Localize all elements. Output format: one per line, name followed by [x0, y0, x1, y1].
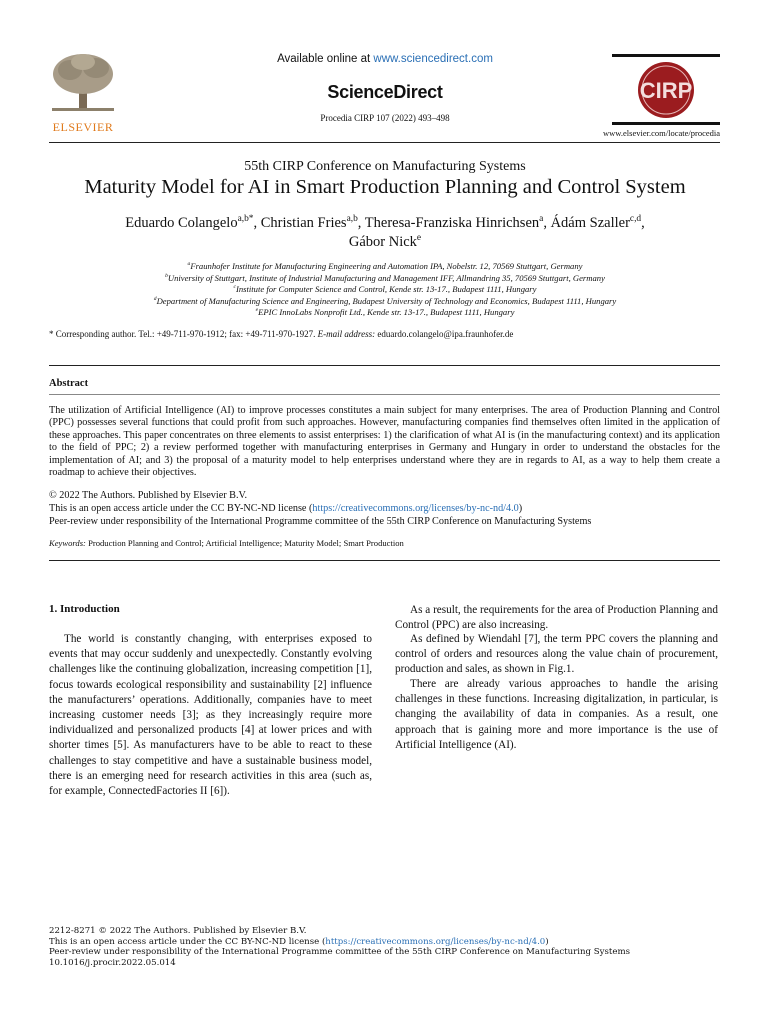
footer-notes — [49, 926, 729, 968]
author-1: Eduardo Colangelo$^{a,b*}$ — [125, 214, 254, 231]
elsevier-tree-icon — [48, 50, 118, 114]
cirp-logo-text: CIRP — [639, 78, 693, 103]
affiliations — [40, 261, 730, 319]
abstract-license: This is an open access article under the CC BY-NC-ND license (https://creativecommons.org/licenses/by-nc-nd/4.0) — [49, 503, 523, 514]
sciencedirect-link[interactable]: www.sciencedirect.com — [373, 53, 493, 65]
affiliation-a: $^a$Fraunhofer Institute for Manufacturing Engineering and Automation IPA, Nobelstr. 12, 70569 Stuttgart, Germany — [187, 261, 583, 271]
footer-doi[interactable]: 10.1016/j.procir.2022.05.014 — [49, 957, 176, 968]
author-3: Theresa-Franziska Hinrichsen$^a$ — [364, 214, 544, 231]
paper-title: Maturity Model for AI in Smart Production Planning and Control System — [84, 176, 686, 198]
intro-right-paragraph-3: There are already various approaches to handle the arising challenges in these functions. Increasing digitalization, in particular, is changing the availability of data in companies. As a result, one approach that is gaining more and more importance is the use of Artificial Intelligence (AI). — [395, 678, 718, 751]
cirp-logo — [612, 54, 720, 122]
affiliation-c: $^c$Institute for Computer Science and Control, Kende str. 13-17., Budapest 1111, Hungary — [233, 284, 537, 294]
elsevier-logo — [48, 50, 118, 134]
author-4: Ádám Szaller$^{c,d}$ — [550, 214, 642, 231]
affiliation-b: $^b$University of Stuttgart, Institute of Industrial Manufacturing and Management IFF, Allmandring 35, 70569 Stuttgart, Germany — [165, 272, 605, 283]
abstract-heading: Abstract — [49, 378, 89, 389]
intro-right-paragraph-2: As defined by Wiendahl [7], the term PPC covers the planning and control of orders and resources along the value chain of procurement, production and sales, as shown in Fig.1. — [395, 633, 718, 676]
abstract-copyright: © 2022 The Authors. Published by Elsevier B.V. — [49, 490, 248, 501]
abstract-body: The utilization of Artificial Intelligence (AI) to improve processes constitutes a main subject for many enterprises. The area of Production Planning and Control (PPC) possesses several functions that could profit from such approaches. However, manufacturing companies find themselves often limited in the application of these approaches. This paper concentrates on three elements to assist enterprises: 1) the clarification of what AI is (in the manufacturing context) and its application to the field of PPC; 2) a review performed together with manufacturing enterprises in Germany and Hungary in order to understand the obstacles for the implementation of AI; and 3) the proposal of a maturity model to help enterprises understand where they are in regards to AI, as a way to help them create a roadmap to achieve their objectives. — [49, 405, 720, 479]
keywords-label: Keywords: — [49, 538, 86, 548]
license-link[interactable]: https://creativecommons.org/licenses/by-nc-nd/4.0 — [312, 503, 519, 514]
intro-heading: 1. Introduction — [49, 603, 120, 615]
conference-name: 55th CIRP Conference on Manufacturing Systems — [244, 159, 526, 174]
footer-issn: 2212-8271 © 2022 The Authors. Published by Elsevier B.V. — [49, 926, 307, 936]
elsevier-wordmark: ELSEVIER — [52, 120, 114, 134]
author-2: Christian Fries$^{a,b}$ — [260, 214, 358, 231]
corresponding-author: * Corresponding author. Tel.: +49-711-970-1912; fax: +49-711-970-1927. E-mail address: eduardo.colangelo@ipa.fraunhofer.de — [49, 329, 514, 339]
author-5: Gábor Nick$^e$ — [348, 233, 422, 250]
locate-url[interactable]: www.elsevier.com/locate/procedia — [603, 128, 720, 138]
available-online: Available online at www.sciencedirect.com — [277, 53, 493, 65]
footer-peer-review: Peer-review under responsibility of the International Programme committee of the 55th CIRP Conference on Manufacturing Systems — [49, 947, 631, 958]
corresponding-email[interactable]: eduardo.colangelo@ipa.fraunhofer.de — [375, 329, 514, 339]
sciencedirect-brand: ScienceDirect — [327, 82, 443, 102]
cirp-emblem-icon — [612, 58, 720, 122]
footer-license-link[interactable]: https://creativecommons.org/licenses/by-nc-nd/4.0 — [325, 936, 546, 947]
footer-license: This is an open access article under the CC BY-NC-ND license (https://creativecommons.org/licenses/by-nc-nd/4.0) — [49, 936, 549, 947]
author-list: Eduardo Colangelo$^{a,b*}$, Christian Fries$^{a,b}$, Theresa-Franziska Hinrichsen$^a$, Ádám Szaller$^{c,d}$, Gábor Nick$^e$ — [125, 214, 645, 250]
journal-reference: Procedia CIRP 107 (2022) 493–498 — [320, 113, 450, 123]
keywords: Keywords: Production Planning and Control; Artificial Intelligence; Maturity Model; Smart Production — [49, 538, 404, 548]
affiliation-d: $^d$Department of Manufacturing Science and Engineering, Budapest University of Technology and Economics, Budapest 1111, Hungary — [153, 295, 617, 306]
intro-right-paragraph-1: As a result, the requirements for the area of Production Planning and Control (PPC) are also increasing. — [395, 604, 718, 632]
affiliation-e: $^e$EPIC InnoLabs Nonprofit Ltd., Kende str. 13-17., Budapest 1111, Hungary — [255, 307, 515, 317]
intro-left-paragraph: The world is constantly changing, with enterprises exposed to events that may occur suddenly and unexpectedly. Constantly evolving challenges like the continuing globalization, increasing competition [1], focus towards ecological responsibility and sustainability [2] influence the manufacturers’ operations. Additionally, companies have to meet increasing customer needs [3]; as they increasingly require more individualized and personalized products [4] at lower prices and with shorter times [5]. As manufacturers have to be able to react to these challenges to stay competitive and have a sustainable business model, there is an emerging need for research activities in this area (such as, for example, ConnectedFactories II [6]). — [49, 633, 372, 798]
abstract-peer-review: Peer-review under responsibility of the International Programme committee of the 55th CIRP Conference on Manufacturing Systems — [49, 516, 592, 527]
